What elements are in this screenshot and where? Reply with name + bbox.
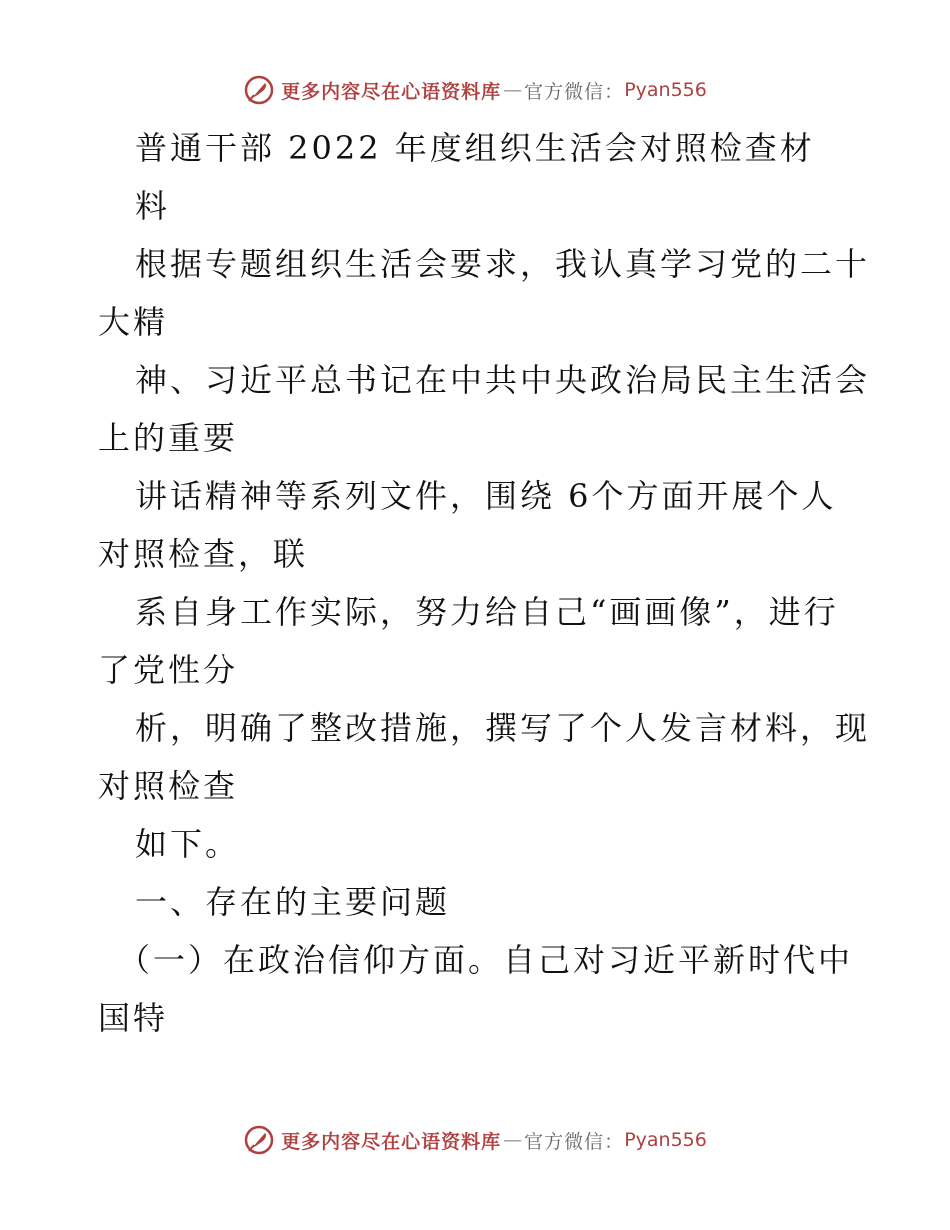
paragraph-line: 根据专题组织生活会要求，我认真学习党的二十 xyxy=(135,245,871,283)
feather-circle-logo-icon xyxy=(243,1124,275,1156)
section-heading: 一、存在的主要问题 xyxy=(135,883,451,921)
paragraph-line: 国特 xyxy=(98,999,169,1037)
paragraph-line: 对照检查，联 xyxy=(98,535,309,573)
watermark-site-text: 更多内容尽在心语资料库 xyxy=(281,80,502,103)
watermark-wechat-id: Pyan556 xyxy=(624,1129,707,1151)
watermark-wechat-id: Pyan556 xyxy=(624,79,707,101)
watermark-official-label: 官方微信： xyxy=(524,1130,625,1153)
paragraph-line: 了党性分 xyxy=(98,651,239,689)
subsection-line: （一）在政治信仰方面。自己对习近平新时代中 xyxy=(118,941,854,979)
doc-title-line-1: 普通干部 2022 年度组织生活会对照检查材 xyxy=(135,129,815,167)
paragraph-line: 如下。 xyxy=(135,825,241,863)
watermark-dash: — xyxy=(503,1129,523,1151)
watermark-site-text: 更多内容尽在心语资料库 xyxy=(281,1130,502,1153)
feather-circle-logo-icon xyxy=(243,74,275,106)
watermark-dash: — xyxy=(503,79,523,101)
paragraph-line: 讲话精神等系列文件，围绕 6个方面开展个人 xyxy=(135,477,837,515)
footer-watermark xyxy=(0,1120,950,1160)
paragraph-line: 神、习近平总书记在中共中央政治局民主生活会 xyxy=(135,361,871,399)
paragraph-line: 析，明确了整改措施，撰写了个人发言材料，现 xyxy=(135,709,871,747)
header-watermark xyxy=(0,70,950,110)
paragraph-line: 系自身工作实际，努力给自己“画画像”，进行 xyxy=(135,593,839,631)
paragraph-line: 上的重要 xyxy=(98,419,239,457)
paragraph-line: 对照检查 xyxy=(98,767,239,805)
doc-title-line-2: 料 xyxy=(135,187,171,225)
paragraph-line: 大精 xyxy=(98,303,169,341)
watermark-official-label: 官方微信： xyxy=(524,80,625,103)
